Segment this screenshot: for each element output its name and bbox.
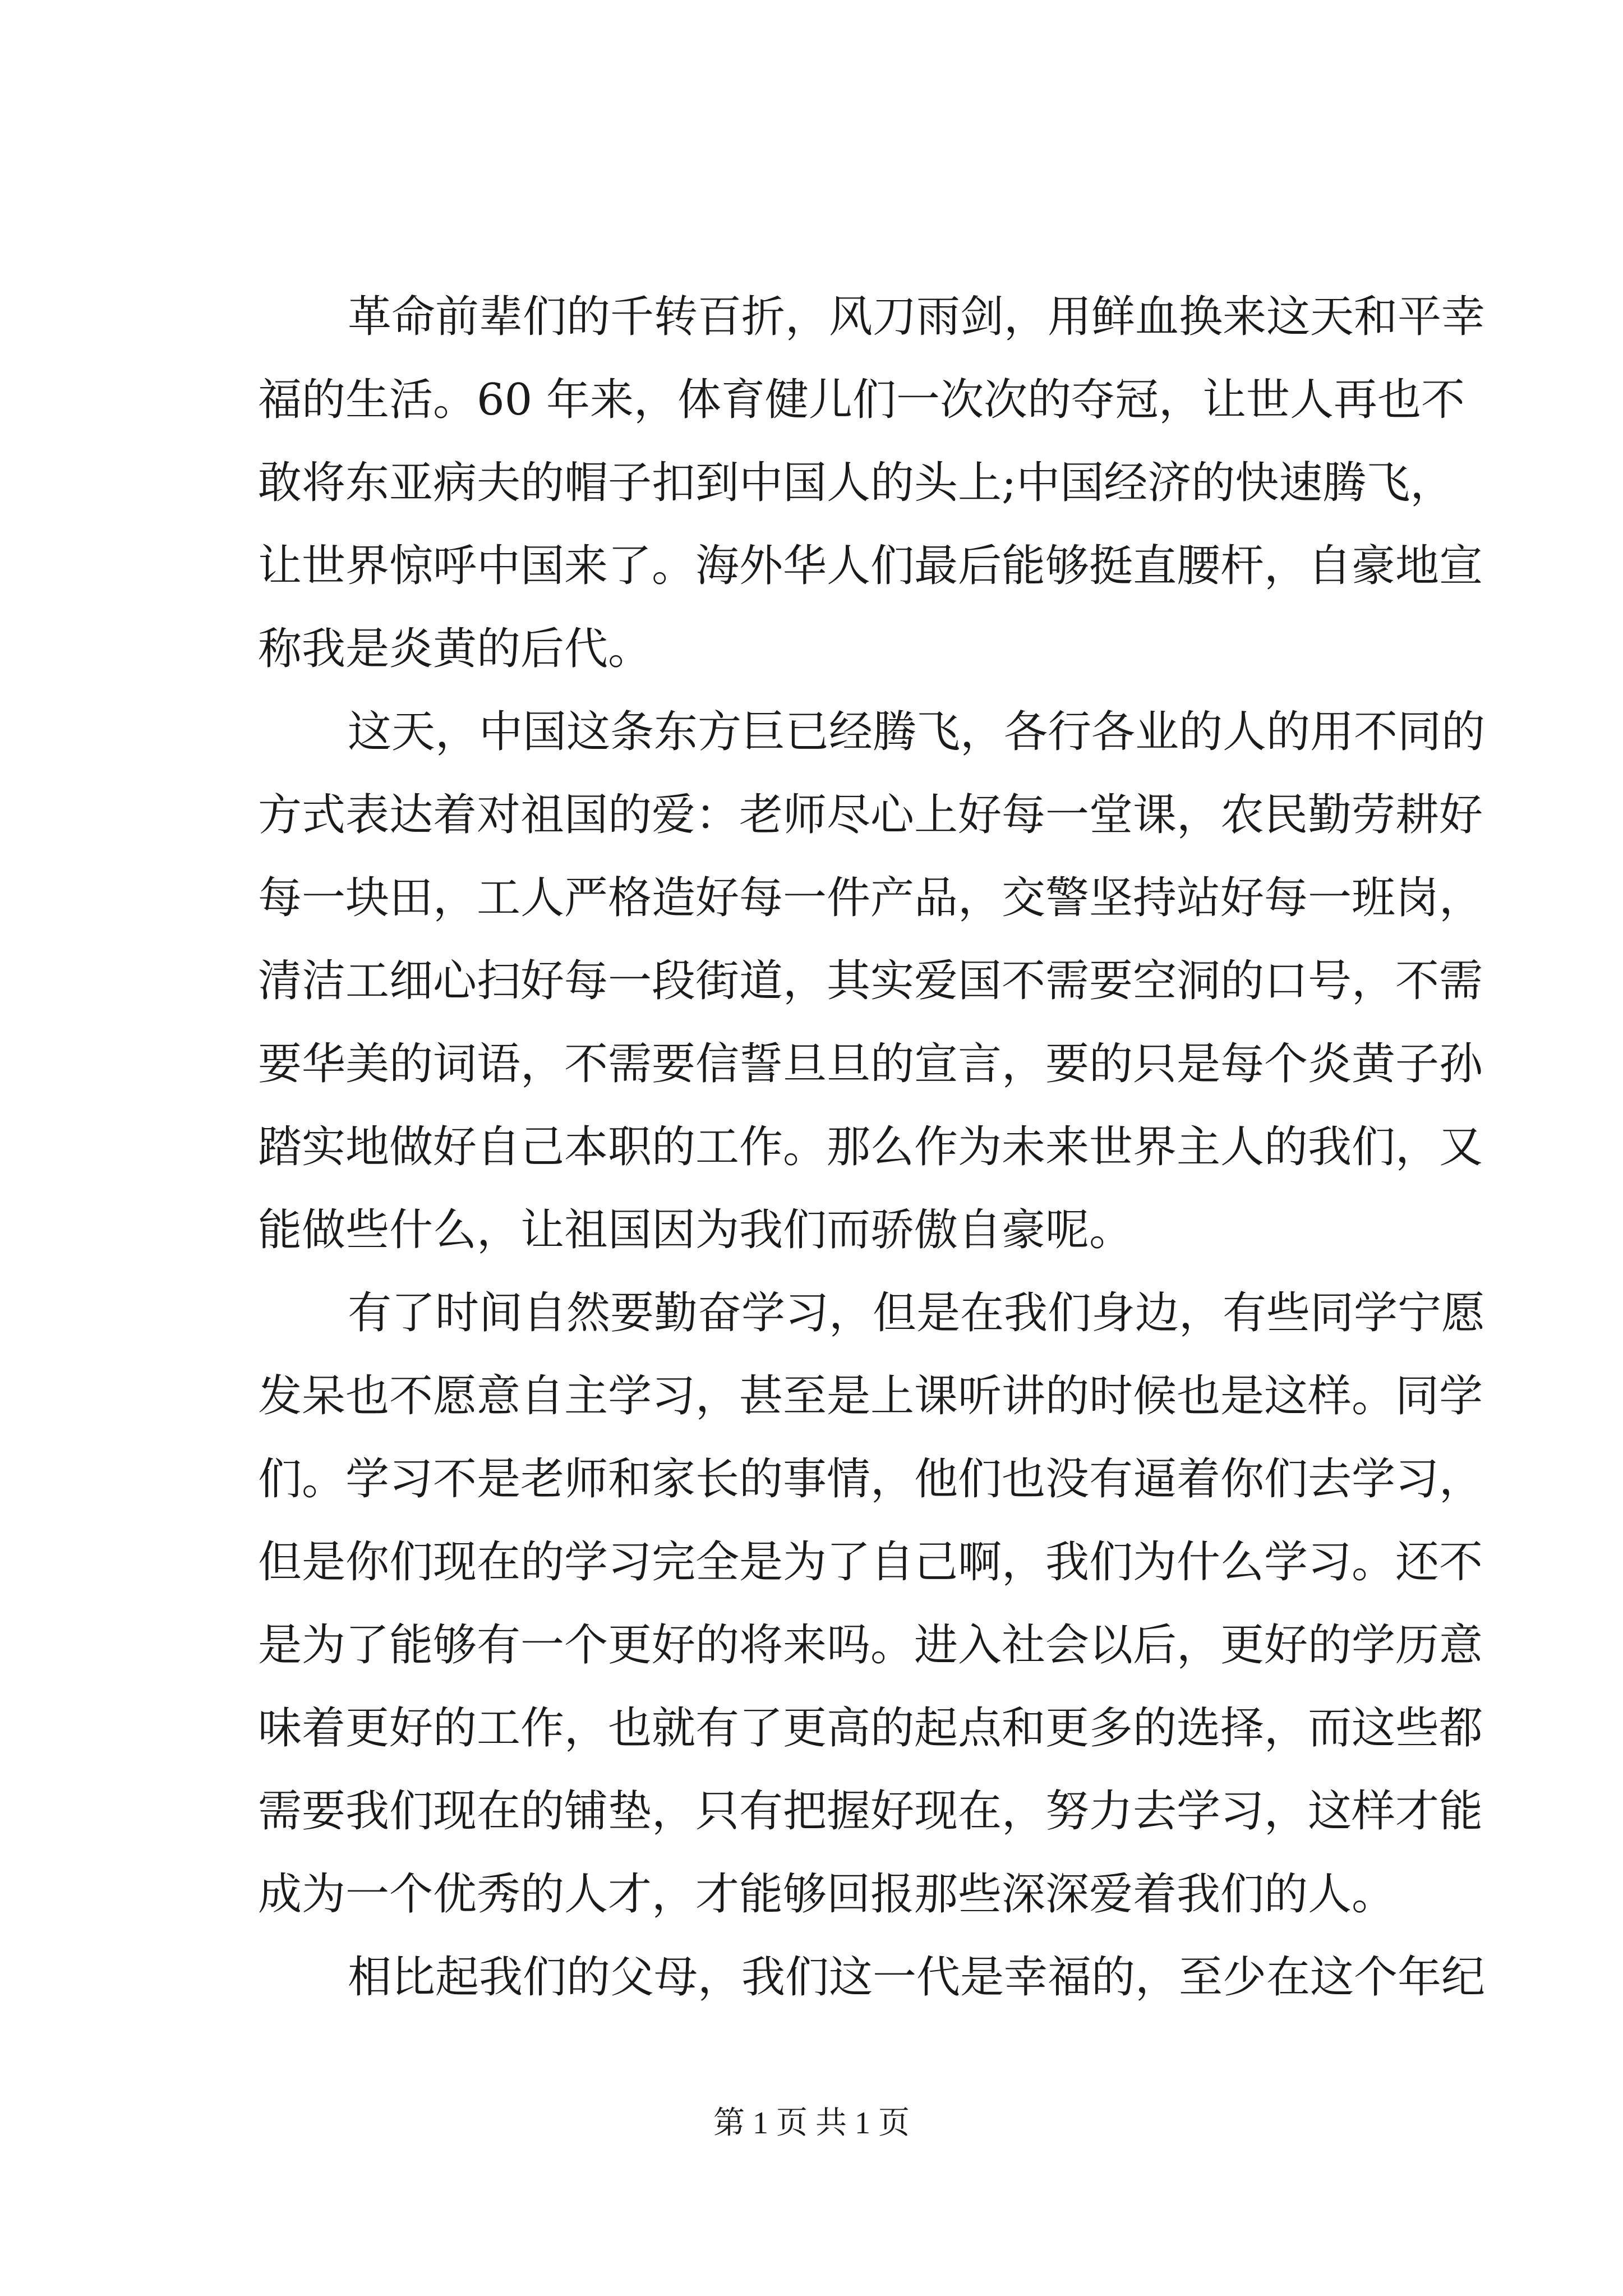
paragraph-2-line-2: 方式表达着对祖国的爱：老师尽心上好每一堂课，农民勤劳耕好 <box>258 790 1483 840</box>
paragraph-2-line-1: 这天，中国这条东方巨已经腾飞，各行各业的人的用不同的 <box>348 707 1486 757</box>
paragraph-1-line-4: 让世界惊呼中国来了。海外华人们最后能够挺直腰杆，自豪地宣 <box>258 541 1483 591</box>
paragraph-3-line-6: 味着更好的工作，也就有了更高的起点和更多的选择，而这些都 <box>258 1703 1483 1754</box>
paragraph-2-line-3: 每一块田，工人严格造好每一件产品，交警坚持站好每一班岗， <box>258 873 1483 923</box>
paragraph-3-line-2: 发呆也不愿意自主学习，甚至是上课听讲的时候也是这样。同学 <box>258 1371 1483 1421</box>
paragraph-4-line-1: 相比起我们的父母，我们这一代是幸福的，至少在这个年纪 <box>348 1952 1486 2003</box>
paragraph-3-line-4: 但是你们现在的学习完全是为了自己啊，我们为什么学习。还不 <box>258 1537 1483 1588</box>
paragraph-2-line-4: 清洁工细心扫好每一段街道，其实爱国不需要空洞的口号，不需 <box>258 956 1483 1006</box>
paragraph-3-line-8: 成为一个优秀的人才，才能够回报那些深深爱着我们的人。 <box>258 1869 1396 1920</box>
paragraph-1-line-1: 革命前辈们的千转百折，风刀雨剑，用鲜血换来这天和平幸 <box>348 292 1486 342</box>
paragraph-3-line-5: 是为了能够有一个更好的将来吗。进入社会以后，更好的学历意 <box>258 1620 1483 1671</box>
paragraph-2-line-5: 要华美的词语，不需要信誓旦旦的宣言，要的只是每个炎黄子孙 <box>258 1039 1483 1089</box>
paragraph-3-line-1: 有了时间自然要勤奋学习，但是在我们身边，有些同学宁愿 <box>348 1288 1486 1338</box>
paragraph-2-line-7: 能做些什么，让祖国因为我们而骄傲自豪呢。 <box>258 1205 1133 1255</box>
paragraph-3-line-7: 需要我们现在的铺垫，只有把握好现在，努力去学习，这样才能 <box>258 1786 1483 1837</box>
page-footer: 第 1 页 共 1 页 <box>713 2106 910 2141</box>
paragraph-3-line-3: 们。学习不是老师和家长的事情，他们也没有逼着你们去学习， <box>258 1454 1483 1504</box>
paragraph-1-line-2: 福的生活。60 年来，体育健儿们一次次的夺冠，让世人再也不 <box>258 375 1465 425</box>
paragraph-1-line-3: 敢将东亚病夫的帽子扣到中国人的头上;中国经济的快速腾飞， <box>258 458 1454 508</box>
paragraph-1-line-5: 称我是炎黄的后代。 <box>258 624 652 674</box>
paragraph-2-line-6: 踏实地做好自己本职的工作。那么作为未来世界主人的我们，又 <box>258 1122 1483 1172</box>
